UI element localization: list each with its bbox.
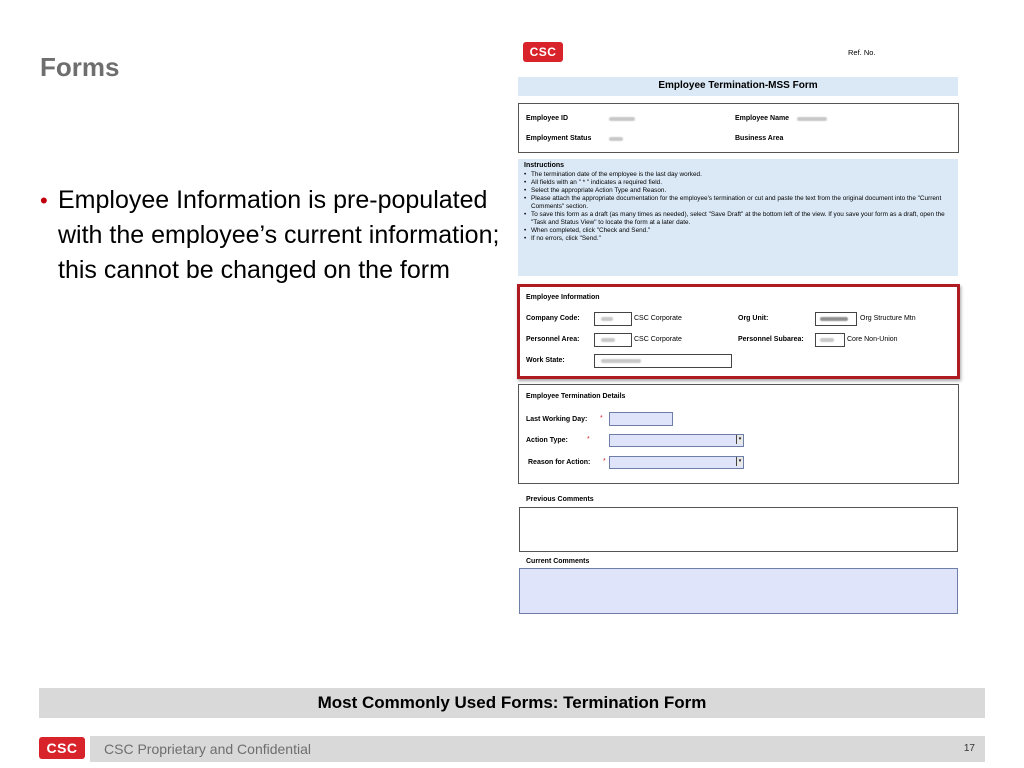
instruction-item: • To save this form as a draft (as many times as needed), select "Save Draft" at the bottom left of the view. If you save your form as a draft, open the "Task and Status View" to locate the form at a later date. [524, 211, 954, 227]
form-title: Employee Termination-MSS Form [518, 77, 958, 96]
org-unit-label: Org Unit: [738, 315, 769, 322]
instructions-box [518, 159, 958, 276]
work-state-label: Work State: [526, 357, 565, 364]
personnel-subarea-label: Personnel Subarea: [738, 336, 804, 343]
page-number: 17 [963, 743, 975, 754]
work-state-field [594, 354, 732, 368]
instruction-item: • Select the appropriate Action Type and Reason. [524, 187, 954, 195]
action-type-label: Action Type: [526, 437, 568, 444]
footer-caption: Most Commonly Used Forms: Termination Form [39, 688, 985, 718]
previous-comments-label: Previous Comments [526, 496, 594, 503]
ref-no-label: Ref. No. [848, 48, 876, 57]
csc-logo: CSC [523, 42, 563, 62]
chevron-down-icon[interactable]: ▾ [736, 435, 743, 444]
personnel-subarea-text: Core Non-Union [847, 336, 898, 343]
company-code-text: CSC Corporate [634, 315, 682, 322]
reason-for-action-select[interactable] [609, 456, 744, 469]
bullet-text: Employee Information is pre-populated with the employee’s current information; this cannot be changed on the form [58, 186, 500, 284]
termination-details-heading: Employee Termination Details [526, 393, 626, 400]
business-area-label: Business Area [735, 135, 784, 142]
employee-name-value [797, 117, 827, 121]
last-working-day-label: Last Working Day: [526, 416, 588, 423]
personnel-area-label: Personnel Area: [526, 336, 580, 343]
current-comments-textarea[interactable] [519, 568, 958, 614]
footer-bar [90, 736, 985, 762]
current-comments-label: Current Comments [526, 558, 590, 565]
chevron-down-icon[interactable]: ▾ [736, 457, 743, 466]
previous-comments-area [519, 507, 958, 552]
company-code-label: Company Code: [526, 315, 580, 322]
instructions-list [524, 171, 954, 243]
termination-details-section [518, 384, 959, 484]
personnel-subarea-field [815, 333, 845, 347]
confidential-notice: CSC Proprietary and Confidential [104, 741, 311, 757]
employee-id-value [609, 117, 635, 121]
instruction-item: • When completed, click "Check and Send." [524, 227, 954, 235]
required-marker: * [600, 415, 603, 422]
org-unit-text: Org Structure Mtn [860, 315, 916, 322]
org-unit-field [815, 312, 857, 326]
instructions-heading: Instructions [524, 162, 565, 169]
employee-name-label: Employee Name [735, 115, 790, 122]
bullet-icon: • [40, 188, 48, 213]
company-code-field [594, 312, 632, 326]
instruction-item: • The termination date of the employee is the last day worked. [524, 171, 954, 179]
employee-id-label: Employee ID [526, 115, 569, 122]
employee-information-section [517, 284, 960, 379]
required-marker: * [587, 436, 590, 443]
personnel-area-text: CSC Corporate [634, 336, 682, 343]
instruction-item: • Please attach the appropriate documentation for the employee's termination or cut and paste the text from the original document into the "Current Comments" section. [524, 195, 954, 211]
employment-status-value [609, 137, 623, 141]
employee-info-heading: Employee Information [526, 294, 600, 301]
personnel-area-field [594, 333, 632, 347]
employee-header-box [518, 103, 959, 153]
action-type-select[interactable] [609, 434, 744, 447]
required-marker: * [603, 458, 606, 465]
instruction-item: • If no errors, click "Send." [524, 235, 954, 243]
last-working-day-input[interactable] [609, 412, 673, 426]
employment-status-label: Employment Status [526, 135, 592, 142]
slide-title: Forms [40, 52, 120, 82]
reason-for-action-label: Reason for Action: [528, 459, 591, 466]
footer-csc-logo: CSC [39, 737, 85, 759]
instruction-item: • All fields with an " * " indicates a required field. [524, 179, 954, 187]
termination-form [515, 38, 962, 620]
